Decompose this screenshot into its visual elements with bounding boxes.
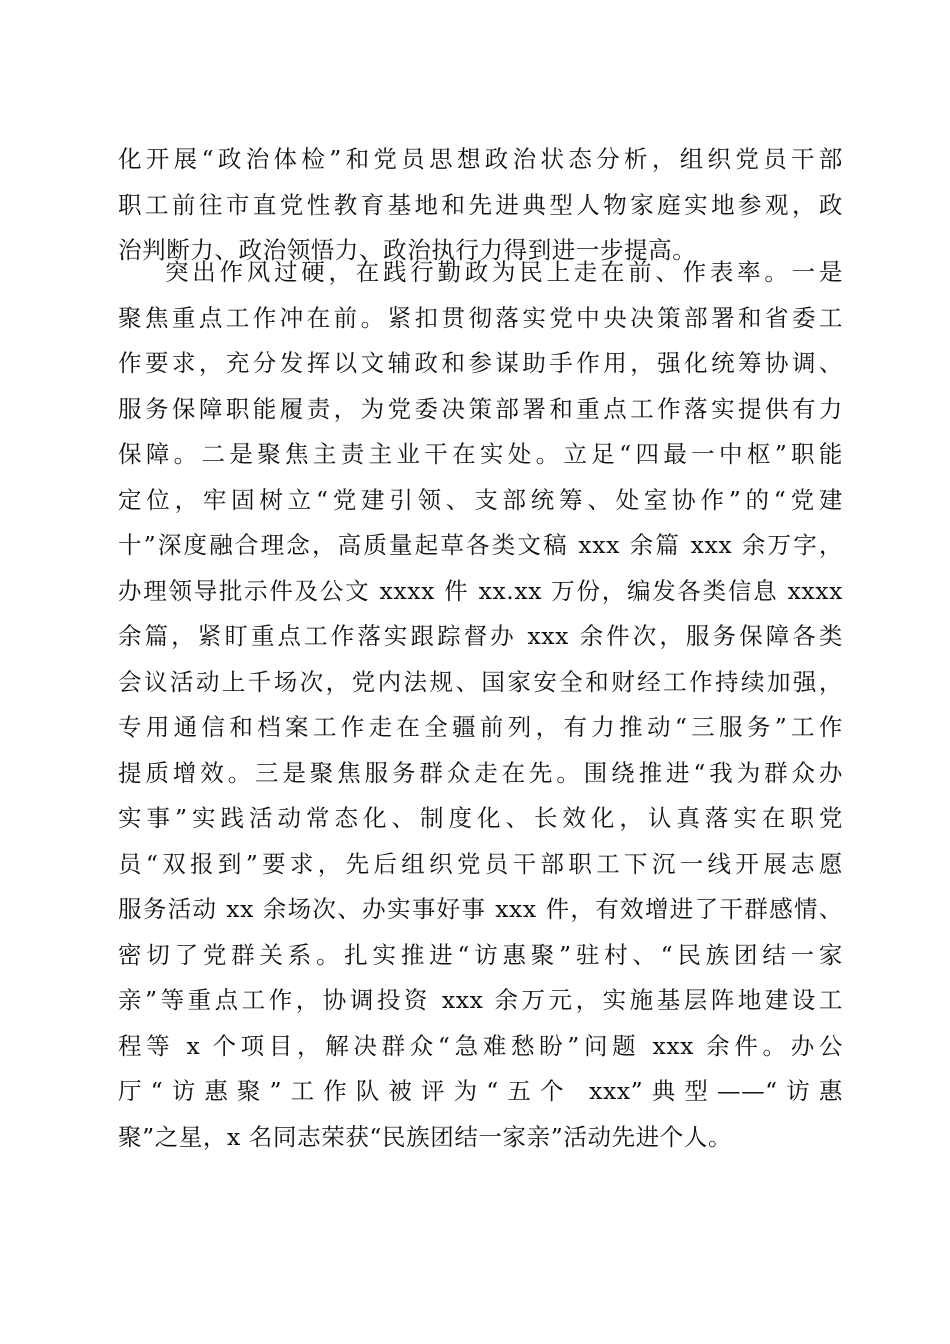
paragraph-1-line: 化开展“政治体检”和党员思想政治状态分析，组织党员干部 [118, 145, 843, 173]
paragraph-2-line: 突出作风过硬，在践行勤政为民上走在前、作表率。一是 [165, 258, 843, 286]
paragraph-2-line: 余篇，紧盯重点工作落实跟踪督办 xxx 余件次，服务保障各类 [118, 622, 843, 650]
paragraph-2-line: 办理领导批示件及公文 xxxx 件 xx.xx 万份，编发各类信息 xxxx [118, 576, 843, 605]
paragraph-2-line: 专用通信和档案工作走在全疆前列，有力推动“三服务”工作 [118, 713, 843, 741]
paragraph-2-line: 员“双报到”要求，先后组织党员干部职工下沉一线开展志愿 [118, 849, 843, 878]
paragraph-2-line: 作要求，充分发挥以文辅政和参谋助手作用，强化统筹协调、 [118, 349, 843, 377]
paragraph-2-line: 会议活动上千场次，党内法规、国家安全和财经工作持续加强， [118, 667, 843, 696]
paragraph-2-line: 定位，牢固树立“党建引领、支部统筹、处室协作”的“党建 [118, 485, 843, 514]
paragraph-2-line: 厅“访惠聚”工作队被评为“五个 xxx”典型——“访惠 [118, 1077, 843, 1105]
paragraph-1-line: 治判断力、政治领悟力、政治执行力得到进一步提高。 [118, 236, 697, 264]
paragraph-2-line: 聚”之星，x 名同志荣获“民族团结一家亲”活动先进个人。 [118, 1122, 733, 1151]
paragraph-2-line: 十”深度融合理念，高质量起草各类文稿 xxx 余篇 xxx 余万字， [118, 531, 843, 559]
paragraph-2-line: 保障。二是聚焦主责主业干在实处。立足“四最一中枢”职能 [118, 440, 843, 468]
paragraph-2-line: 实事”实践活动常态化、制度化、长效化，认真落实在职党 [118, 804, 843, 832]
paragraph-2-line: 亲”等重点工作，协调投资 xxx 余万元，实施基层阵地建设工 [118, 986, 843, 1014]
paragraph-2-line: 聚焦重点工作冲在前。紧扣贯彻落实党中央决策部署和省委工 [118, 303, 843, 332]
paragraph-2-line: 服务活动 xx 余场次、办实事好事 xxx 件，有效增进了干群感情、 [118, 895, 843, 923]
paragraph-2-line: 提质增效。三是聚焦服务群众走在先。围绕推进“我为群众办 [118, 758, 843, 787]
paragraph-2-line: 程等 x 个项目，解决群众“急难愁盼”问题 xxx 余件。办公 [118, 1031, 843, 1060]
paragraph-2-line: 服务保障职能履责，为党委决策部署和重点工作落实提供有力 [118, 394, 843, 423]
paragraph-2 [118, 250, 843, 1160]
paragraph-2-line: 密切了党群关系。扎实推进“访惠聚”驻村、“民族团结一家 [118, 940, 843, 969]
paragraph-1-line: 职工前往市直党性教育基地和先进典型人物家庭实地参观，政 [118, 190, 843, 219]
